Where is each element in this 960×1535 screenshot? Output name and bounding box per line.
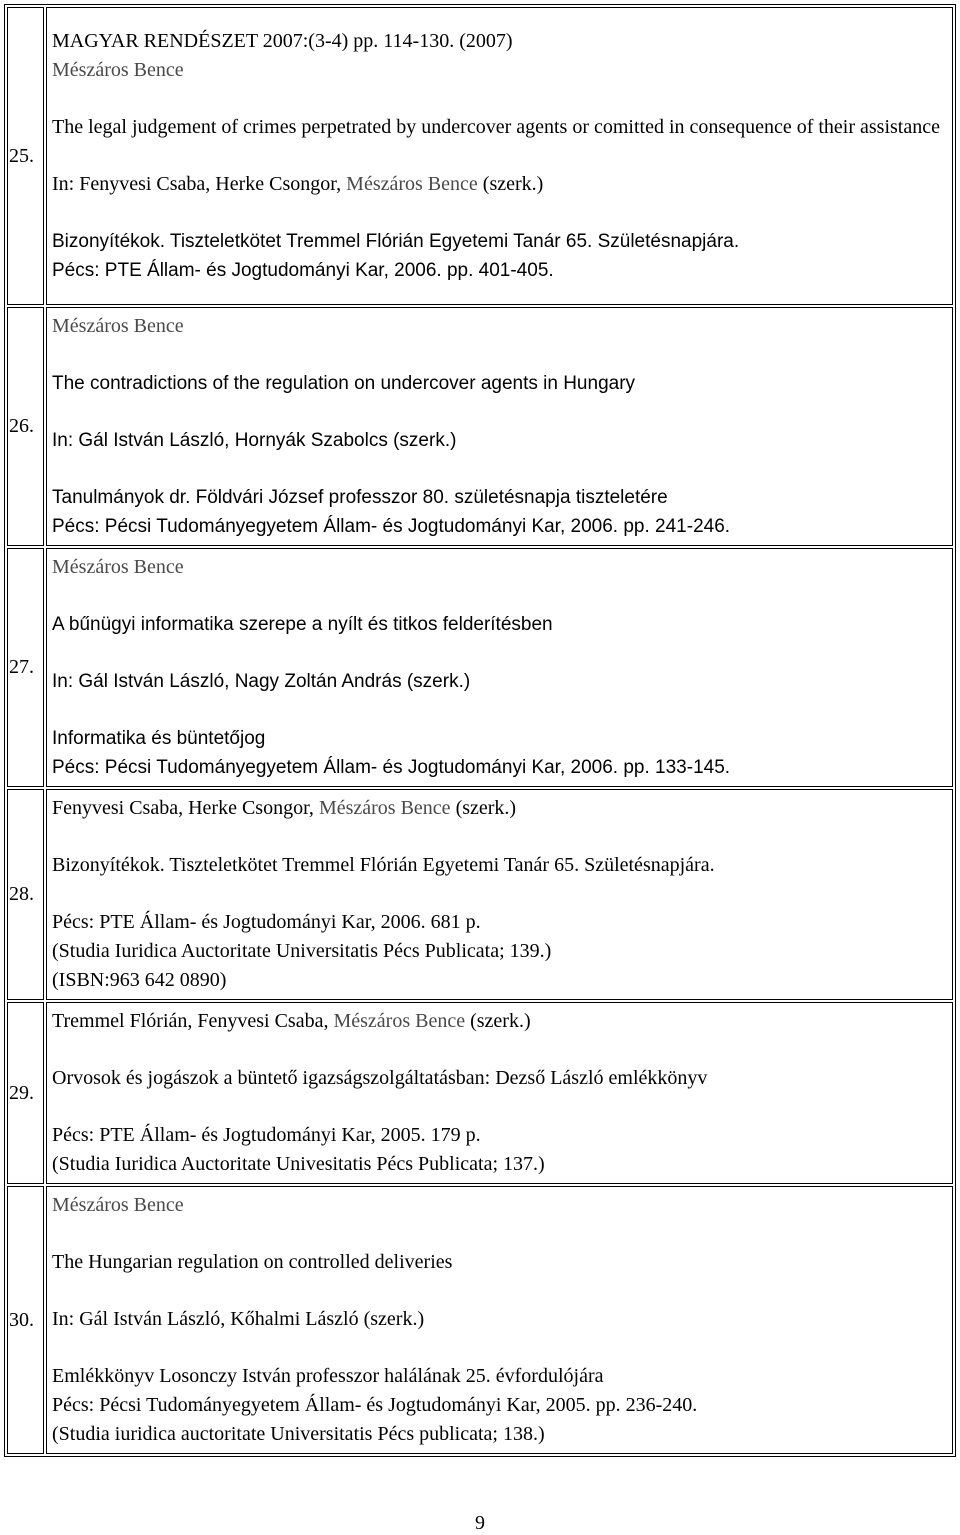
publication-title: The legal judgement of crimes perpetrated by undercover agents or comitted in consequence of their assistance [52, 116, 940, 138]
table-row [7, 307, 953, 546]
book-title: Orvosok és jogászok a büntető igazságszolgáltatásban: Dezső László emlékkönyv [52, 1067, 708, 1089]
publisher-info: Pécs: PTE Állam- és Jogtudományi Kar, 2006. pp. 401-405. [52, 260, 554, 281]
book-title: Informatika és büntetőjog [52, 728, 266, 749]
publication-list-table [4, 4, 956, 1457]
entry-cell [46, 789, 953, 1000]
publisher-info: Pécs: Pécsi Tudományegyetem Állam- és Jogtudományi Kar, 2006. pp. 241-246. [52, 516, 731, 537]
entry-cell [46, 7, 953, 305]
row-number: 30. [7, 1186, 44, 1454]
table-row [7, 7, 953, 305]
publication-title: The Hungarian regulation on controlled deliveries [52, 1251, 453, 1273]
book-title: Bizonyítékok. Tiszteletkötet Tremmel Flórián Egyetemi Tanár 65. Születésnapjára. [52, 854, 715, 876]
editors-suffix: (szerk.) [465, 1010, 531, 1032]
publisher-info: Pécs: PTE Állam- és Jogtudományi Kar, 2006. 681 p. [52, 911, 481, 933]
row-number: 26. [7, 307, 44, 546]
series-info: (Studia Iuridica Auctoritate Univesitatis Pécs Publicata; 137.) [52, 1153, 545, 1175]
editors-prefix: Tremmel Flórián, Fenyvesi Csaba, [52, 1010, 334, 1032]
entry-cell [46, 548, 953, 787]
in-editors: In: Gál István László, Hornyák Szabolcs (szerk.) [52, 430, 457, 451]
row-number: 25. [7, 7, 44, 305]
series-info: (Studia Iuridica Auctoritate Universitatis Pécs Publicata; 139.) [52, 940, 552, 962]
editors [52, 794, 946, 823]
editors [52, 1007, 946, 1036]
author-name: Mészáros Bence [52, 59, 184, 81]
table-row [7, 1186, 953, 1454]
in-editors: In: Gál István László, Kőhalmi László (szerk.) [52, 1308, 425, 1330]
author-name: Mészáros Bence [52, 556, 184, 578]
book-title: Tanulmányok dr. Földvári József professzor 80. születésnapja tiszteletére [52, 487, 668, 508]
row-number: 28. [7, 789, 44, 1000]
author-name: Mészáros Bence [52, 1194, 184, 1216]
entry-cell [46, 1002, 953, 1184]
journal-header: MAGYAR RENDÉSZET 2007:(3-4) pp. 114-130. (2007) [52, 30, 513, 52]
in-editors [52, 170, 946, 199]
series-info: (Studia iuridica auctoritate Universitatis Pécs publicata; 138.) [52, 1423, 545, 1445]
in-editors-author: Mészáros Bence [346, 173, 478, 195]
author-name: Mészáros Bence [52, 315, 184, 337]
editors-author: Mészáros Bence [318, 797, 451, 819]
publisher-info: Pécs: Pécsi Tudományegyetem Állam- és Jogtudományi Kar, 2005. pp. 236-240. [52, 1394, 698, 1416]
in-editors-prefix: In: Fenyvesi Csaba, Herke Csongor, [52, 173, 347, 195]
editors-suffix: (szerk.) [450, 797, 517, 819]
editors-prefix: Fenyvesi Csaba, Herke Csongor, [52, 797, 319, 819]
publisher-info: Pécs: PTE Állam- és Jogtudományi Kar, 2005. 179 p. [52, 1124, 481, 1146]
publication-title: A bűnügyi informatika szerepe a nyílt és titkos felderítésben [52, 614, 553, 635]
table-row [7, 548, 953, 787]
entry-cell [46, 307, 953, 546]
table-row [7, 1002, 953, 1184]
editors-author: Mészáros Bence [333, 1010, 466, 1032]
publisher-info: Pécs: Pécsi Tudományegyetem Állam- és Jogtudományi Kar, 2006. pp. 133-145. [52, 757, 731, 778]
row-number: 27. [7, 548, 44, 787]
entry-cell [46, 1186, 953, 1454]
page-number: 9 [475, 1512, 485, 1534]
publication-title: The contradictions of the regulation on undercover agents in Hungary [52, 373, 636, 394]
row-number: 29. [7, 1002, 44, 1184]
isbn-info: (ISBN:963 642 0890) [52, 969, 227, 991]
in-editors: In: Gál István László, Nagy Zoltán András (szerk.) [52, 671, 471, 692]
book-title: Bizonyítékok. Tiszteletkötet Tremmel Flórián Egyetemi Tanár 65. Születésnapjára. [52, 231, 740, 252]
in-editors-suffix: (szerk.) [477, 173, 544, 195]
table-row [7, 789, 953, 1000]
book-title: Emlékkönyv Losonczy István professzor halálának 25. évfordulójára [52, 1365, 604, 1387]
